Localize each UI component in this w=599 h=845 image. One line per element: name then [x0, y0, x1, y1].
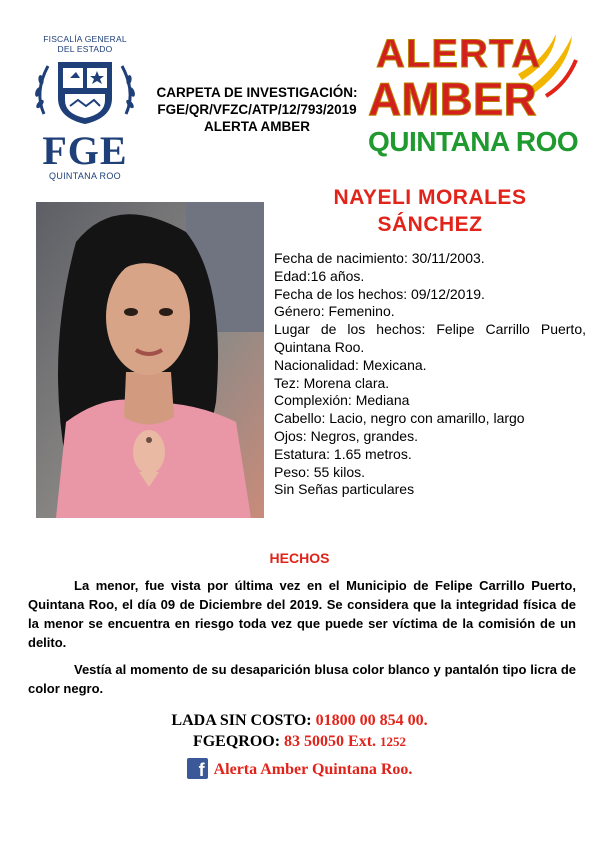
- name-line1: NAYELI MORALES: [333, 186, 527, 209]
- detail-birthdate: Fecha de nacimiento: 30/11/2003.: [274, 250, 485, 266]
- fgeqroo-label: FGEQROO:: [192, 733, 281, 750]
- amber-logo-line3: QUINTANA ROO: [368, 126, 579, 157]
- facebook-row: [0, 758, 599, 779]
- detail-place-of-events: Lugar de los hechos: Felipe Carrillo Puerto, Quintana Roo.: [274, 321, 586, 355]
- detail-eyes: Ojos: Negros, grandes.: [274, 427, 418, 444]
- fge-logo-top-text: FISCALÍA GENERAL DEL ESTADO: [43, 34, 127, 54]
- detail-distinguishing-marks: Sin Señas particulares: [274, 481, 415, 498]
- case-number: FGE/QR/VFZC/ATP/12/793/2019: [157, 102, 357, 117]
- detail-gender: Género: Femenino.: [274, 303, 395, 320]
- contact-toll-free: [0, 712, 599, 730]
- facebook-label: Alerta Amber Quintana Roo.: [213, 761, 413, 778]
- detail-date-of-events: Fecha de los hechos: 09/12/2019.: [274, 285, 485, 302]
- lada-label: LADA SIN COSTO:: [171, 712, 312, 729]
- fgeqroo-number: 83 50050 Ext.: [284, 733, 377, 750]
- fge-logo-bottom-text: QUINTANA ROO: [49, 171, 121, 181]
- hechos-paragraph-1: [28, 576, 576, 652]
- contact-fgeqroo: [0, 733, 599, 751]
- fge-logo-mark: FGE: [42, 128, 128, 173]
- missing-person-photo: [36, 202, 264, 518]
- hechos-paragraph-1-text: La menor, fue vista por última vez en el Municipio de Felipe Carrillo Puerto, Quintana Roo, el día 09 de Diciembre del 2019. Se considera que la integridad física de la menor se encuentra en riesgo toda vez que puede ser víctima de la comisión de un delito.: [28, 578, 576, 650]
- detail-nationality: Nacionalidad: Mexicana.: [274, 356, 427, 373]
- fgeqroo-ext: 1252: [380, 734, 407, 749]
- name-line2: SÁNCHEZ: [377, 213, 483, 236]
- detail-age: Edad:16 años.: [274, 267, 365, 284]
- case-alert-type: ALERTA AMBER: [204, 119, 310, 134]
- detail-height: Estatura: 1.65 metros.: [274, 445, 412, 462]
- amber-logo-line2: AMBER: [368, 73, 537, 125]
- case-header: [142, 84, 372, 135]
- detail-weight: Peso: 55 kilos.: [274, 463, 366, 480]
- portrait-image: [36, 202, 264, 518]
- fge-emblem-icon: [30, 54, 140, 126]
- detail-hair: Cabello: Lacio, negro con amarillo, largo: [274, 410, 525, 427]
- case-label: CARPETA DE INVESTIGACIÓN:: [156, 85, 358, 100]
- fge-logo: [30, 34, 140, 181]
- lada-number: 01800 00 854 00.: [315, 712, 428, 729]
- detail-complexion-tone: Tez: Morena clara.: [274, 374, 390, 391]
- missing-person-name: [290, 184, 570, 238]
- alerta-amber-logo: [366, 30, 581, 175]
- hechos-paragraph-2: [28, 660, 576, 698]
- hechos-paragraph-2-text: Vestía al momento de su desaparición blusa color blanco y pantalón tipo licra de color negro.: [28, 662, 576, 696]
- facebook-icon: f: [187, 758, 208, 779]
- person-details: [274, 250, 586, 499]
- hechos-heading: HECHOS: [269, 550, 330, 566]
- detail-build: Complexión: Mediana: [274, 392, 410, 409]
- amber-logo-line1: ALERTA: [376, 32, 542, 76]
